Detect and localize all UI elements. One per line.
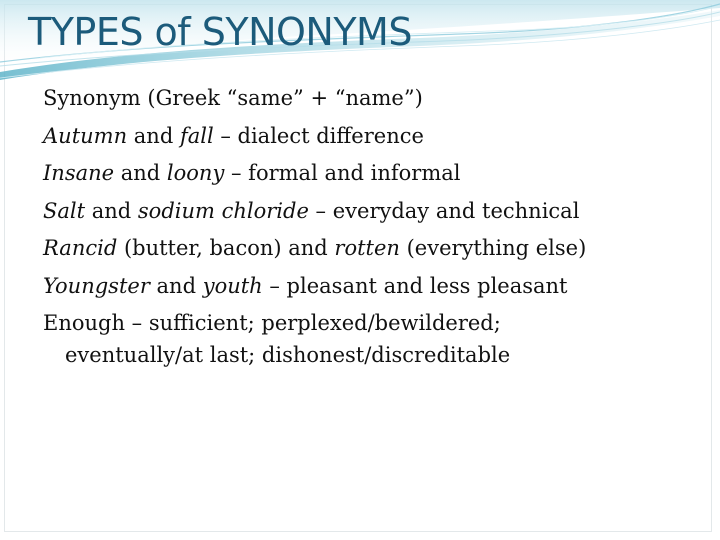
description-text: – dialect difference: [213, 123, 424, 148]
list-item-youngster-youth: [43, 268, 683, 306]
list-item-insane-loony: [43, 155, 683, 193]
description-text: (everything else): [399, 236, 587, 260]
term-salt: Salt: [43, 198, 86, 223]
list-item-autumn-fall: [43, 118, 683, 156]
term-insane: Insane: [43, 161, 115, 185]
term-rotten: rotten: [334, 236, 400, 260]
description-text: – pleasant and less pleasant: [262, 273, 568, 298]
line-continuation: eventually/at last; dishonest/discreditable: [65, 343, 511, 367]
synonym-list: [43, 80, 683, 371]
connector-text: (butter, bacon) and: [117, 236, 335, 260]
line-text: Enough – sufficient; perplexed/bewildered;: [43, 311, 501, 335]
list-item-rancid-rotten: [43, 230, 683, 268]
list-item-salt-sodium-chloride: [43, 193, 683, 231]
term-autumn: Autumn: [43, 123, 128, 148]
connector-text: and: [114, 161, 167, 185]
connector-text: and: [127, 123, 180, 148]
list-item-synonym-definition: [43, 80, 683, 118]
slide-title: TYPES of SYNONYMS: [28, 10, 412, 54]
term-youth: youth: [202, 273, 263, 298]
description-text: – formal and informal: [224, 161, 461, 185]
connector-text: and: [149, 273, 203, 298]
term-youngster: Youngster: [43, 273, 150, 298]
term-fall: fall: [179, 123, 214, 148]
description-text: – everyday and technical: [308, 198, 580, 223]
line-text: Synonym (Greek “same” + “name”): [43, 86, 423, 110]
term-rancid: Rancid: [43, 236, 118, 260]
term-loony: loony: [166, 161, 225, 185]
list-item-enough-examples: [43, 305, 683, 371]
connector-text: and: [85, 198, 138, 223]
term-sodium-chloride: sodium chloride: [137, 198, 309, 223]
